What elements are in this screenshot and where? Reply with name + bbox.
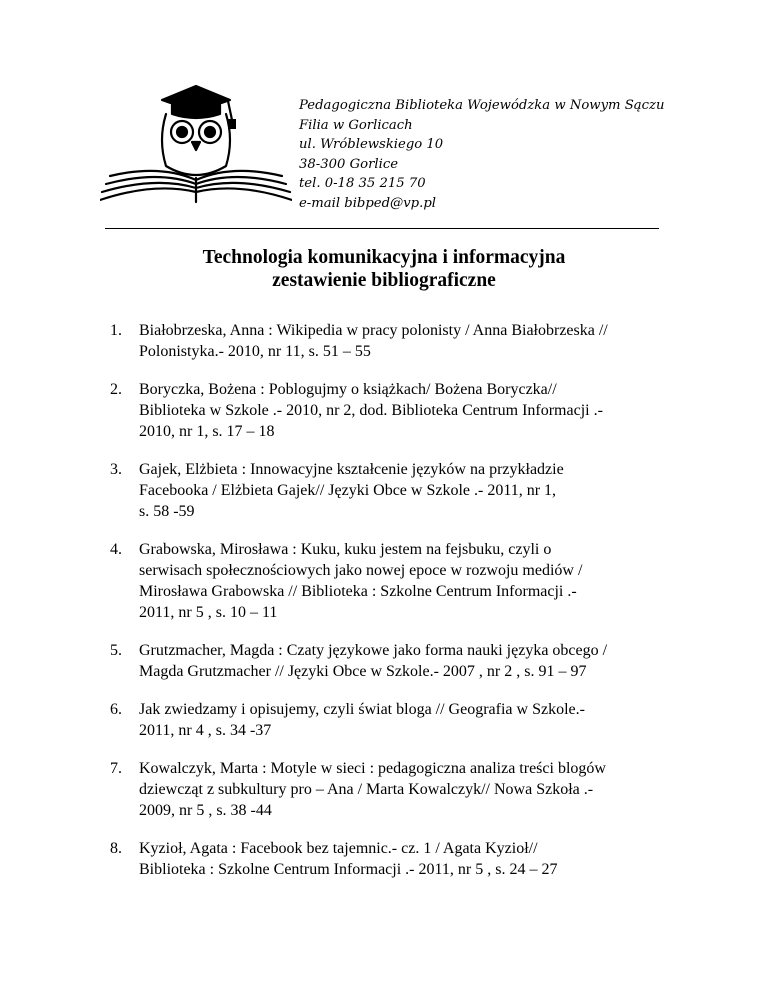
library-letterhead [299,96,719,213]
bibliography-entry-2 [110,379,680,442]
entry-number: 1. [110,322,122,339]
entry-line: Grabowska, Mirosława : Kuku, kuku jestem na fejsbuku, czyli o [139,541,552,558]
bibliography-entry-5 [110,640,680,682]
entry-line: 2011, nr 4 , s. 34 -37 [139,722,272,739]
branch-name: Filia w Gorlicach [299,117,413,133]
entry-line: Grutzmacher, Magda : Czaty językowe jako forma nauki języka obcego / [139,642,608,659]
entry-line: 2011, nr 5 , s. 10 – 11 [139,604,278,621]
entry-line: Gajek, Elżbieta : Innowacyjne kształcenie języków na przykładzie [139,461,564,478]
bibliography-entry-7 [110,758,680,821]
bibliography-entry-8 [110,838,680,880]
library-name: Pedagogiczna Biblioteka Wojewódzka w Nowym Sączu [299,98,665,113]
street-address: ul. Wróblewskiego 10 [299,137,444,152]
entry-line: Jak zwiedzamy i opisujemy, czyli świat bloga // Geografia w Szkole.- [139,701,585,718]
entry-line: Boryczka, Bożena : Poblogujmy o książkach/ Bożena Boryczka// [139,381,557,398]
entry-number: 8. [110,840,122,857]
bibliography-entry-3 [110,459,680,522]
entry-line: Mirosława Grabowska // Biblioteka : Szkolne Centrum Informacji .- [139,583,577,600]
entry-number: 5. [110,642,122,659]
entry-line: s. 58 -59 [139,503,195,520]
phone: tel. 0-18 35 215 70 [299,176,426,191]
entry-number: 4. [110,541,122,558]
entry-number: 7. [110,760,122,777]
bibliography-entry-1 [110,320,680,362]
page-title [0,246,768,292]
email: e-mail bibped@vp.pl [299,195,436,211]
header-divider [105,228,659,229]
entry-line: dziewcząt z subkultury pro – Ana / Marta Kowalczyk// Nowa Szkoła .- [139,781,594,798]
title-line-2: zestawienie bibliograficzne [272,270,496,291]
entry-line: Magda Grutzmacher // Języki Obce w Szkole.- 2007 , nr 2 , s. 91 – 97 [139,663,587,680]
bibliography-list [110,320,680,897]
entry-line: Facebooka / Elżbieta Gajek// Języki Obce w Szkole .- 2011, nr 1, [139,482,557,499]
entry-line: serwisach społecznościowych jako nowej epoce w rozwoju mediów / [139,562,583,579]
entry-line: 2009, nr 5 , s. 38 -44 [139,802,272,819]
bibliography-entry-4 [110,539,680,623]
entry-line: Biblioteka w Szkole .- 2010, nr 2, dod. Biblioteka Centrum Informacji .- [139,402,603,419]
bibliography-entry-6 [110,699,680,741]
entry-line: Polonistyka.- 2010, nr 11, s. 51 – 55 [139,343,371,360]
entry-line: Kyzioł, Agata : Facebook bez tajemnic.- cz. 1 / Agata Kyzioł// [139,840,538,857]
entry-number: 3. [110,461,122,478]
title-line-1: Technologia komunikacyjna i informacyjna [202,247,566,268]
postal-city: 38-300 Gorlice [299,156,399,172]
entry-line: Białobrzeska, Anna : Wikipedia w pracy polonisty / Anna Białobrzeska // [139,322,608,339]
entry-number: 2. [110,381,122,398]
entry-line: Biblioteka : Szkolne Centrum Informacji .- 2011, nr 5 , s. 24 – 27 [139,861,558,878]
entry-line: Kowalczyk, Marta : Motyle w sieci : pedagogiczna analiza treści blogów [139,760,606,777]
entry-line: 2010, nr 1, s. 17 – 18 [139,423,275,440]
owl-book-logo-icon [100,80,292,210]
entry-number: 6. [110,701,122,718]
